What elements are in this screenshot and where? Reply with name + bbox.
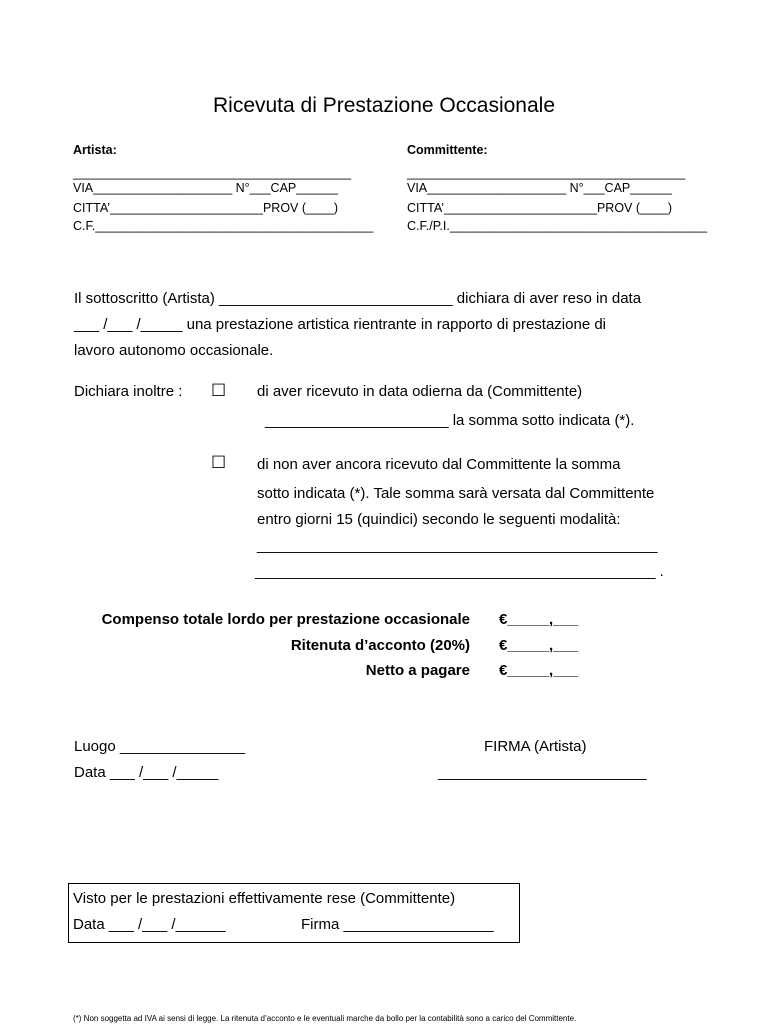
committente-name-line[interactable]: ________________________________________ <box>407 166 686 180</box>
committente-via-line[interactable]: VIA____________________ N°___CAP______ <box>407 181 672 195</box>
declaration-line-1: Il sottoscritto (Artista) ____________________________ dichiara di aver reso in data <box>74 290 642 307</box>
data-field[interactable]: Data ___ /___ /_____ <box>74 764 219 781</box>
total-gross-label: Compenso totale lordo per prestazione occasionale <box>101 611 470 628</box>
artista-via-line[interactable]: VIA____________________ N°___CAP______ <box>73 181 338 195</box>
visto-firma-field[interactable]: Firma __________________ <box>301 916 494 933</box>
luogo-field[interactable]: Luogo _______________ <box>74 738 246 755</box>
page-title: Ricevuta di Prestazione Occasionale <box>212 94 555 117</box>
option-not-received-line-2: sotto indicata (*). Tale somma sarà versata dal Committente <box>257 485 655 502</box>
payment-method-line-2[interactable]: ________________________________________________ . <box>255 563 664 580</box>
withholding-value[interactable]: €_____,___ <box>499 637 579 654</box>
withholding-label: Ritenuta d’acconto (20%) <box>290 637 470 654</box>
net-value[interactable]: €_____,___ <box>499 662 579 679</box>
option-received-line-1: di aver ricevuto in data odierna da (Committente) <box>257 383 583 400</box>
footnote: (*) Non soggetta ad IVA ai sensi di legge. La ritenuta d’acconto e le eventuali marche da bollo per la contabilità sono a carico del Committente. <box>73 1014 577 1023</box>
committente-cf-line[interactable]: C.F./P.I._____________________________________ <box>407 219 708 233</box>
inoltre-label: Dichiara inoltre : <box>74 383 183 400</box>
declaration-line-3: lavoro autonomo occasionale. <box>74 342 274 359</box>
artista-cf-line[interactable]: C.F.________________________________________ <box>73 219 374 233</box>
checkbox-received[interactable]: ☐ <box>211 381 227 400</box>
artista-heading: Artista: <box>73 143 117 157</box>
payment-method-line-1[interactable]: ________________________________________________ <box>257 537 658 554</box>
option-received-line-2: ______________________ la somma sotto indicata (*). <box>265 412 635 429</box>
committente-citta-line[interactable]: CITTA’______________________PROV (____) <box>407 201 673 215</box>
firma-artista-line[interactable]: _________________________ <box>438 764 647 781</box>
total-gross-value[interactable]: €_____,___ <box>499 611 579 628</box>
option-not-received-line-1: di non aver ancora ricevuto dal Committente la somma <box>257 456 621 473</box>
net-label: Netto a pagare <box>365 662 470 679</box>
declaration-line-2: ___ /___ /_____ una prestazione artistica rientrante in rapporto di prestazione di <box>74 316 607 333</box>
committente-heading: Committente: <box>407 143 488 157</box>
visto-data-field[interactable]: Data ___ /___ /______ <box>73 916 226 933</box>
artista-citta-line[interactable]: CITTA’______________________PROV (____) <box>73 201 339 215</box>
checkbox-not-received[interactable]: ☐ <box>211 453 227 472</box>
artista-name-line[interactable]: ________________________________________ <box>73 166 352 180</box>
option-not-received-line-3: entro giorni 15 (quindici) secondo le seguenti modalità: <box>257 511 621 528</box>
firma-artista-label: FIRMA (Artista) <box>484 738 587 755</box>
visto-heading: Visto per le prestazioni effettivamente rese (Committente) <box>73 890 456 907</box>
